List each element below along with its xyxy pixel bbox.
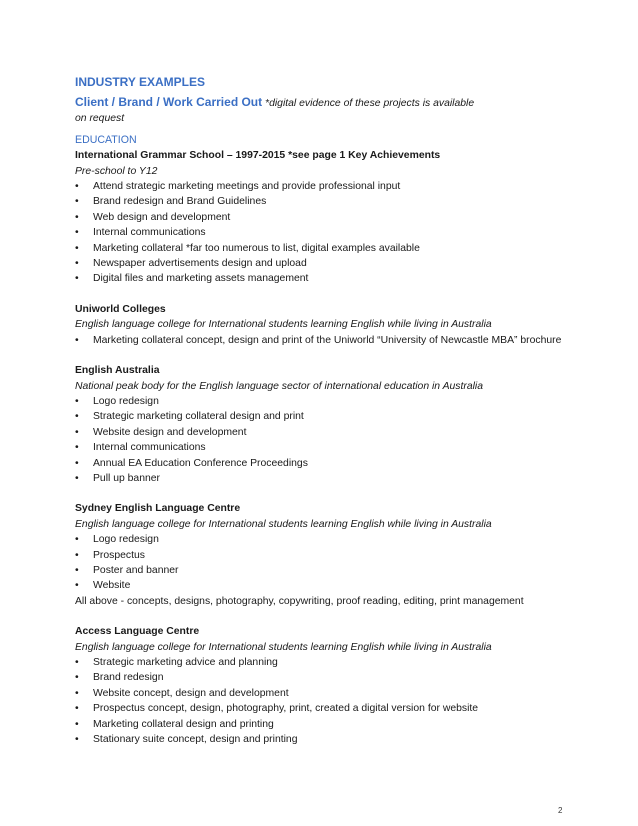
list-item: • Marketing collateral design and printing (75, 717, 575, 732)
document-page (75, 74, 575, 762)
client-note-continued: on request (75, 113, 125, 125)
org-name: International Grammar School – 1997-2015 *see page 1 Key Achievements (75, 150, 441, 162)
list-item: • Website design and development (75, 425, 575, 440)
section-uniworld (75, 302, 575, 348)
list-item: • Website concept, design and development (75, 686, 575, 701)
education-label: EDUCATION (75, 133, 137, 146)
list-item: • Poster and banner (75, 563, 575, 578)
list-item: • Prospectus concept, design, photography, print, created a digital version for website (75, 701, 575, 716)
org-name: Sydney English Language Centre (75, 503, 241, 515)
industry-examples-heading: INDUSTRY EXAMPLES (75, 75, 206, 89)
list-item: • Logo redesign (75, 394, 575, 409)
section-footer-note: All above - concepts, designs, photography, copywriting, proof reading, editing, print management (75, 595, 524, 607)
list-item: • Annual EA Education Conference Proceedings (75, 456, 575, 471)
bullet-list (75, 532, 575, 594)
org-description: English language college for International students learning English while living in Australia (75, 319, 492, 331)
section-international-grammar (75, 148, 575, 287)
list-item: • Website (75, 578, 575, 593)
list-item: • Web design and development (75, 210, 575, 225)
list-item: • Digital files and marketing assets management (75, 271, 575, 286)
bullet-list (75, 394, 575, 486)
org-name: Uniworld Colleges (75, 303, 166, 315)
client-note: *digital evidence of these projects is available (265, 98, 475, 109)
list-item: • Prospectus (75, 548, 575, 563)
client-heading-line (75, 94, 575, 111)
list-item: • Newspaper advertisements design and upload (75, 256, 575, 271)
list-item: • Strategic marketing collateral design and print (75, 409, 575, 424)
list-item: • Internal communications (75, 440, 575, 455)
bullet-list (75, 179, 575, 287)
list-item: • Strategic marketing advice and planning (75, 655, 575, 670)
org-description: National peak body for the English language sector of international education in Australia (75, 380, 483, 392)
org-description: English language college for International students learning English while living in Australia (75, 641, 492, 653)
list-item: • Attend strategic marketing meetings and provide professional input (75, 179, 575, 194)
list-item: • Brand redesign and Brand Guidelines (75, 194, 575, 209)
list-item: • Marketing collateral *far too numerous to list, digital examples available (75, 241, 575, 256)
section-sydney-english (75, 501, 575, 609)
bullet-list (75, 333, 575, 348)
org-name: Access Language Centre (75, 626, 200, 638)
list-item: • Marketing collateral concept, design and print of the Uniworld “University of Newcastle MBA” brochure (75, 333, 575, 348)
section-english-australia (75, 363, 575, 486)
list-item: • Brand redesign (75, 670, 575, 685)
page-number: 2 (558, 806, 563, 815)
org-description: English language college for International students learning English while living in Australia (75, 518, 492, 530)
list-item: • Stationary suite concept, design and printing (75, 732, 575, 747)
list-item: • Logo redesign (75, 532, 575, 547)
org-description: Pre-school to Y12 (75, 165, 158, 177)
org-name: English Australia (75, 365, 160, 377)
section-access-language (75, 624, 575, 747)
client-heading: Client / Brand / Work Carried Out (75, 95, 263, 109)
list-item: • Internal communications (75, 225, 575, 240)
list-item: • Pull up banner (75, 471, 575, 486)
bullet-list (75, 655, 575, 747)
